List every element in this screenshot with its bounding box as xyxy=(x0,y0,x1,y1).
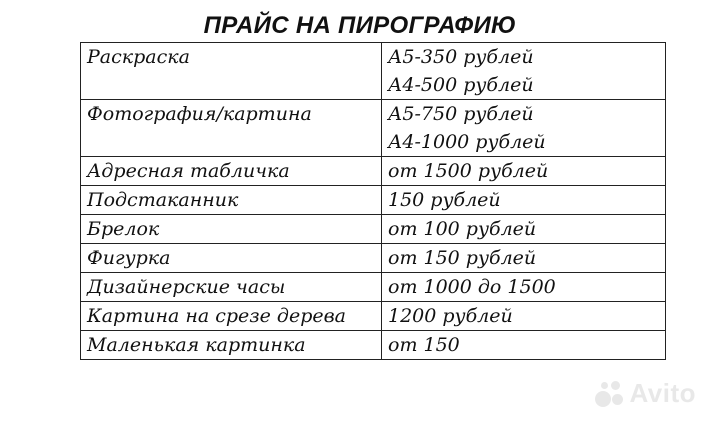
item-name: Картина на срезе дерева xyxy=(81,302,382,331)
page-title: ПРАЙС НА ПИРОГРАФИЮ xyxy=(203,12,517,39)
price-line: А5-750 рублей xyxy=(388,103,534,125)
avito-watermark xyxy=(593,378,696,409)
price-line: А4-1000 рублей xyxy=(388,131,546,153)
item-price xyxy=(382,244,666,273)
price-line: А4-500 рублей xyxy=(388,74,534,96)
item-price xyxy=(382,215,666,244)
price-line: от 1000 до 1500 xyxy=(388,276,556,298)
price-line: от 100 рублей xyxy=(388,218,537,240)
item-name: Дизайнерские часы xyxy=(81,273,382,302)
watermark-text: Avito xyxy=(629,378,696,408)
item-name: Брелок xyxy=(81,215,382,244)
table-row xyxy=(81,215,666,244)
item-name: Фигурка xyxy=(81,244,382,273)
item-price xyxy=(382,157,666,186)
item-name: Раскраска xyxy=(81,43,382,100)
item-price xyxy=(382,43,666,100)
item-price xyxy=(382,302,666,331)
table-row xyxy=(81,43,666,100)
item-name: Подстаканник xyxy=(81,186,382,215)
table-row xyxy=(81,100,666,157)
table-row xyxy=(81,331,666,360)
price-line: А5-350 рублей xyxy=(388,46,534,68)
item-name: Маленькая картинка xyxy=(81,331,382,360)
price-line: от 1500 рублей xyxy=(388,160,549,182)
item-price xyxy=(382,331,666,360)
table-row xyxy=(81,157,666,186)
item-price xyxy=(382,273,666,302)
price-line: 150 рублей xyxy=(388,189,501,211)
price-line: от 150 xyxy=(388,334,460,356)
price-table xyxy=(80,42,666,360)
price-line: от 150 рублей xyxy=(388,247,537,269)
avito-logo-icon xyxy=(593,379,623,409)
price-line: 1200 рублей xyxy=(388,305,513,327)
item-name: Фотография/картина xyxy=(81,100,382,157)
item-price xyxy=(382,186,666,215)
item-price xyxy=(382,100,666,157)
item-name: Адресная табличка xyxy=(81,157,382,186)
table-row xyxy=(81,302,666,331)
table-row xyxy=(81,273,666,302)
table-row xyxy=(81,186,666,215)
table-row xyxy=(81,244,666,273)
